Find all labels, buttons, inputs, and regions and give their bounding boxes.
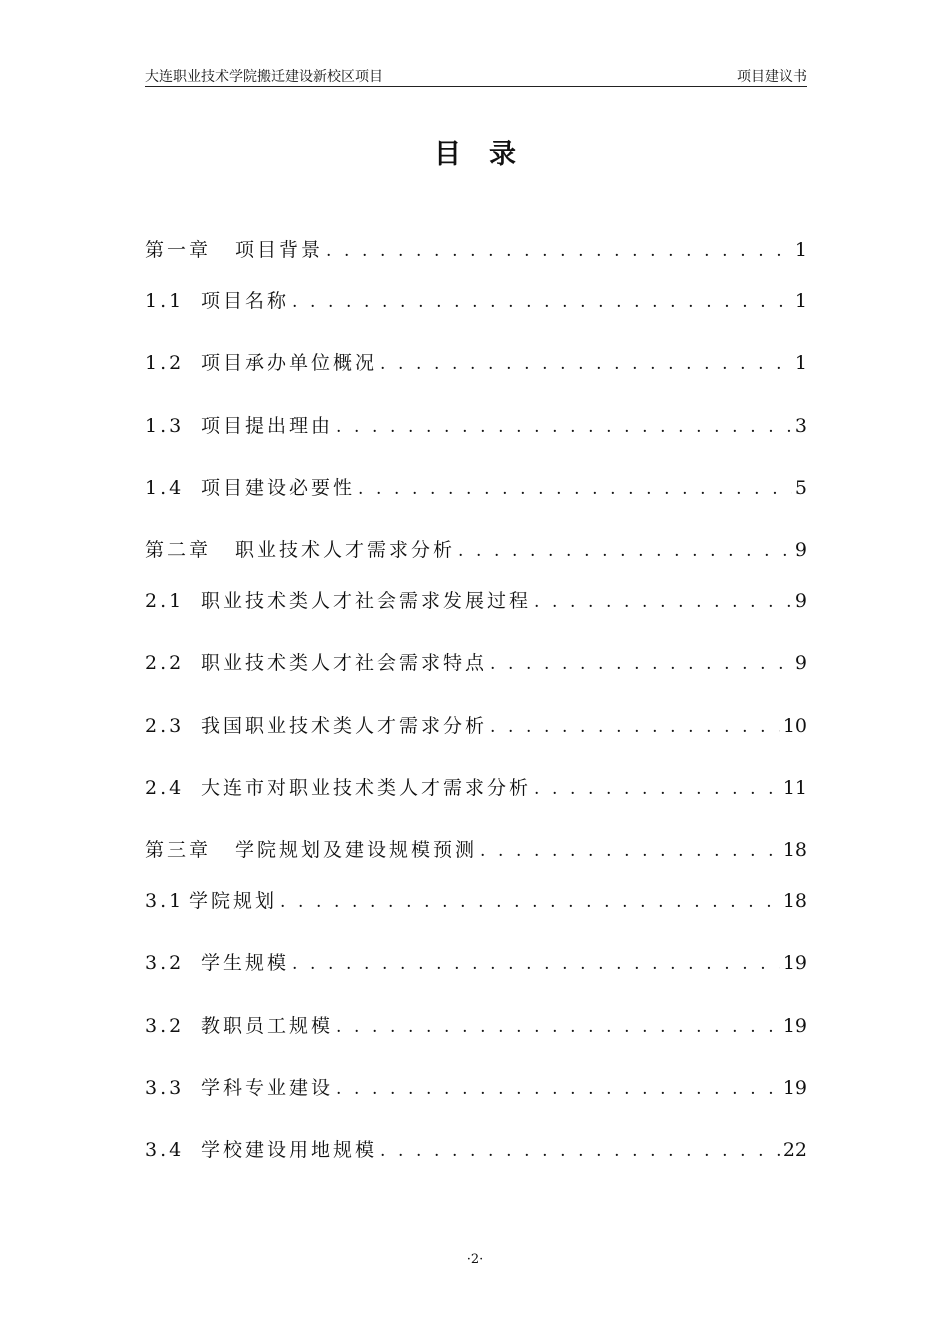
toc-entry-page: 1 <box>794 239 807 261</box>
toc-entry-page: 1 <box>794 352 807 374</box>
toc-entry-number: 3.4 <box>145 1139 185 1161</box>
toc-entry-title: 学院规划 <box>189 890 278 912</box>
toc-entry-page: 9 <box>794 590 807 612</box>
toc-entry-number: 第一章 <box>145 239 212 261</box>
toc-entry-page: 11 <box>782 777 807 799</box>
toc-entry-title: 职业技术人才需求分析 <box>235 539 456 561</box>
toc-entry[interactable] <box>145 286 807 316</box>
toc-dot-leader <box>336 1074 780 1104</box>
toc-entry[interactable] <box>145 886 807 916</box>
toc-entry-number: 3.3 <box>145 1077 185 1099</box>
toc-entry-title: 我国职业技术类人才需求分析 <box>201 715 488 737</box>
toc-entry-title: 项目名称 <box>201 290 290 312</box>
toc-entry-title: 大连市对职业技术类人才需求分析 <box>201 777 532 799</box>
toc-entry[interactable] <box>145 711 807 741</box>
toc-entry[interactable] <box>145 948 807 978</box>
toc-dot-leader <box>280 887 780 917</box>
toc-entry-number: 2.2 <box>145 652 185 674</box>
toc-entry-page: 22 <box>782 1139 807 1161</box>
toc-entry[interactable] <box>145 235 807 265</box>
toc-entry-page: 10 <box>782 715 807 737</box>
toc-entry[interactable] <box>145 473 807 503</box>
toc-entry-number: 2.4 <box>145 777 185 799</box>
toc-dot-leader <box>534 587 792 617</box>
toc-entry-number: 3.2 <box>145 952 185 974</box>
toc-dot-leader <box>326 236 792 266</box>
toc-entry[interactable] <box>145 1073 807 1103</box>
toc-dot-leader <box>490 649 792 679</box>
header-project-name: 大连职业技术学院搬迁建设新校区项目 <box>145 69 383 85</box>
toc-dot-leader <box>358 474 792 504</box>
toc-entry-page: 1 <box>794 290 807 312</box>
toc-entry-page: 19 <box>782 1015 807 1037</box>
toc-entry-title: 项目承办单位概况 <box>201 352 378 374</box>
toc-dot-leader <box>534 774 780 804</box>
toc-dot-leader <box>292 949 780 979</box>
toc-entry-number: 第二章 <box>145 539 212 561</box>
toc-entry-title: 学科专业建设 <box>201 1077 334 1099</box>
toc-entry-number: 第三章 <box>145 839 212 861</box>
toc-entry-page: 19 <box>782 1077 807 1099</box>
toc-dot-leader <box>292 287 792 317</box>
toc-entry-number: 1.2 <box>145 352 185 374</box>
toc-entry-title: 教职员工规模 <box>201 1015 334 1037</box>
toc-entry-number: 3.1 <box>145 890 185 912</box>
toc-entry[interactable] <box>145 1011 807 1041</box>
toc-entry-title: 项目建设必要性 <box>201 477 356 499</box>
toc-dot-leader <box>458 536 792 566</box>
toc-entry[interactable] <box>145 835 807 865</box>
toc-entry-number: 2.3 <box>145 715 185 737</box>
toc-entry[interactable] <box>145 586 807 616</box>
toc-entry-page: 9 <box>794 652 807 674</box>
toc-entry-page: 9 <box>794 539 807 561</box>
toc-dot-leader <box>480 836 780 866</box>
toc-entry-title: 职业技术类人才社会需求特点 <box>201 652 488 674</box>
toc-dot-leader <box>490 712 780 742</box>
toc-entry-title: 学生规模 <box>201 952 290 974</box>
toc-entry-number: 3.2 <box>145 1015 185 1037</box>
page-number: ·2· <box>466 1252 484 1267</box>
toc-dot-leader <box>380 349 792 379</box>
toc-entry-number: 2.1 <box>145 590 185 612</box>
toc-entry[interactable] <box>145 348 807 378</box>
toc-entry-page: 3 <box>794 415 807 437</box>
toc-entry-title: 职业技术类人才社会需求发展过程 <box>201 590 532 612</box>
toc-entry-page: 18 <box>782 839 807 861</box>
toc-entry-number: 1.3 <box>145 415 185 437</box>
toc-entry-page: 18 <box>782 890 807 912</box>
header-document-type: 项目建议书 <box>737 69 807 85</box>
toc-entry[interactable] <box>145 648 807 678</box>
toc-dot-leader <box>336 412 792 442</box>
toc-entry-title: 项目背景 <box>235 239 324 261</box>
toc-entry-number: 1.1 <box>145 290 185 312</box>
toc-entry-number: 1.4 <box>145 477 185 499</box>
toc-entry-page: 19 <box>782 952 807 974</box>
toc-entry-title: 学院规划及建设规模预测 <box>235 839 478 861</box>
page-title: 目录 <box>434 139 544 170</box>
toc-dot-leader <box>336 1012 780 1042</box>
toc-entry[interactable] <box>145 773 807 803</box>
toc-entry-title: 学校建设用地规模 <box>201 1139 378 1161</box>
page-header <box>145 64 807 87</box>
toc-entry[interactable] <box>145 535 807 565</box>
toc-entry-page: 5 <box>794 477 807 499</box>
toc-entry-title: 项目提出理由 <box>201 415 334 437</box>
toc-dot-leader <box>380 1136 780 1166</box>
toc-entry[interactable] <box>145 411 807 441</box>
toc-entry[interactable] <box>145 1135 807 1165</box>
